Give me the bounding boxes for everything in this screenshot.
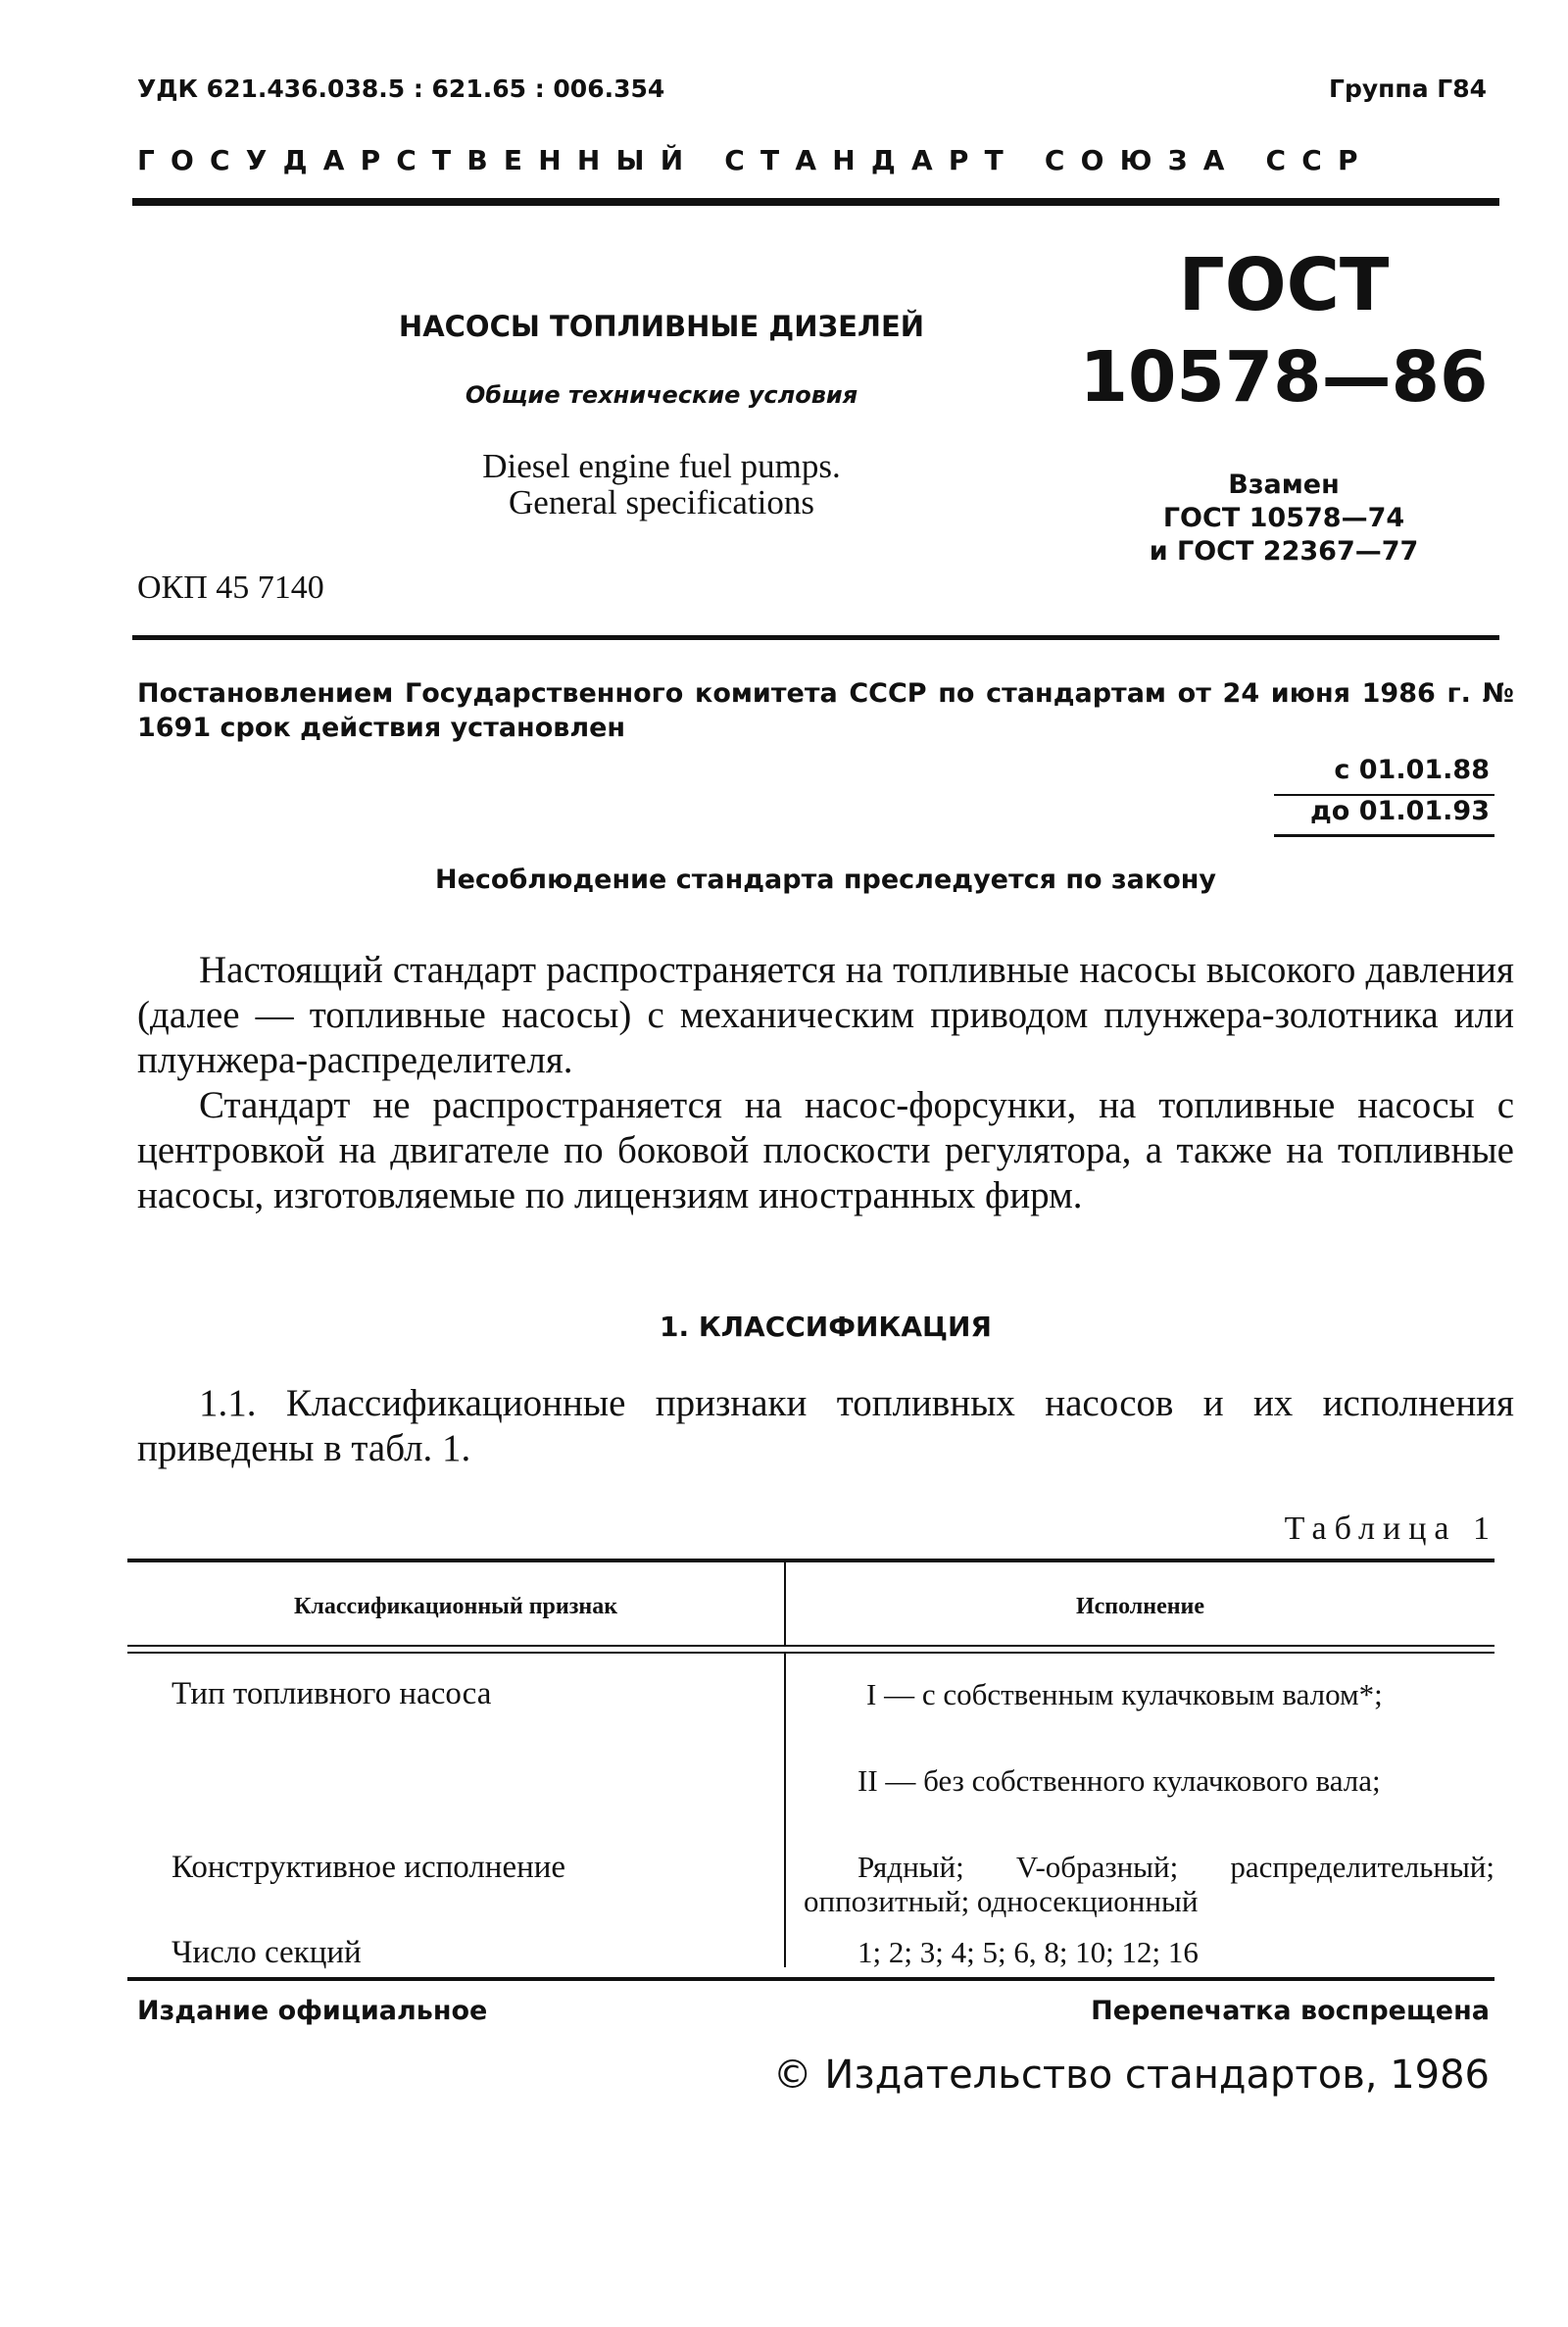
gost-number: 10578—86	[1079, 336, 1489, 418]
footer-rule	[127, 1977, 1494, 1981]
table-caption: Таблица 1	[1284, 1510, 1497, 1547]
group-code: Группа Г84	[1329, 74, 1487, 103]
table-column-divider-body	[784, 1654, 786, 1967]
table-cell-variant: II — без собственного кулачкового вала;	[858, 1763, 1381, 1798]
title-rule	[132, 635, 1499, 640]
document-subtitle-en: General specifications	[509, 483, 814, 521]
udk-code: УДК 621.436.038.5 : 621.65 : 006.354	[137, 74, 665, 103]
table-cell-variant: 1; 2; 3; 4; 5; 6, 8; 10; 12; 16	[858, 1935, 1199, 1969]
section-paragraph: 1.1. Классификационные признаки топливных насосов и их исполнения приведены в табл. 1.	[137, 1382, 1514, 1469]
valid-to: до 01.01.93	[1310, 796, 1490, 826]
replaces-label: Взамен	[1228, 470, 1340, 500]
replaces-line-2: и ГОСТ 22367—77	[1149, 536, 1419, 567]
table-cell-variant: Рядный; V-образный; распределительный; оппозитный; односекционный	[804, 1850, 1494, 1918]
reprint-notice: Перепечатка воспрещена	[1091, 1996, 1490, 2026]
table-header-rule	[127, 1645, 1494, 1647]
table-header-feature: Классификационный признак	[293, 1593, 618, 1619]
header-rule	[132, 198, 1499, 206]
edition-label: Издание официальное	[137, 1996, 488, 2026]
document-subtitle-ru: Общие технические условия	[465, 381, 858, 409]
table-cell-feature: Конструктивное исполнение	[172, 1850, 566, 1885]
legal-warning: Несоблюдение стандарта преследуется по закону	[434, 865, 1217, 895]
replaces-block	[1078, 469, 1490, 569]
valid-underline	[1274, 834, 1494, 837]
document-title-en: Diesel engine fuel pumps.	[482, 447, 841, 485]
table-header-rule-lower	[127, 1652, 1494, 1654]
section-heading: 1. КЛАССИФИКАЦИЯ	[660, 1311, 992, 1343]
table-cell-variant: I — с собственным кулачковым валом*;	[866, 1677, 1383, 1711]
table-cell-feature: Тип топливного насоса	[172, 1676, 492, 1711]
state-standard-banner: ГОСУДАРСТВЕННЫЙ СТАНДАРТ СОЮЗА ССР	[137, 144, 1374, 176]
replaces-line-1: ГОСТ 10578—74	[1162, 503, 1405, 533]
publisher-copyright: © Издательство стандартов, 1986	[772, 2053, 1490, 2098]
decree-text: Постановлением Государственного комитета СССР по стандартам от 24 июня 1986 г. № 1691 срок действия установлен	[137, 678, 1514, 743]
okp-code: ОКП 45 7140	[137, 569, 324, 606]
document-title-ru: НАСОСЫ ТОПЛИВНЫЕ ДИЗЕЛЕЙ	[398, 310, 925, 343]
table-header-variant: Исполнение	[1075, 1593, 1205, 1619]
gost-label: ГОСТ	[1178, 243, 1390, 327]
table-cell-feature: Число секций	[172, 1935, 362, 1970]
intro-paragraph: Настоящий стандарт распространяется на топливные насосы высокого давления (далее — топливные насосы) с механическим приводом плунжера-золотника или плунжера-распределителя.	[137, 949, 1514, 1081]
table-top-rule	[127, 1559, 1494, 1562]
scope-paragraph: Стандарт не распространяется на насос-форсунки, на топливные насосы с центровкой на двигателе по боковой плоскости регулятора, а также на топливные насосы, изготовляемые по лицензиям иностранных фирм.	[137, 1084, 1514, 1216]
valid-from: с 01.01.88	[1334, 755, 1490, 785]
